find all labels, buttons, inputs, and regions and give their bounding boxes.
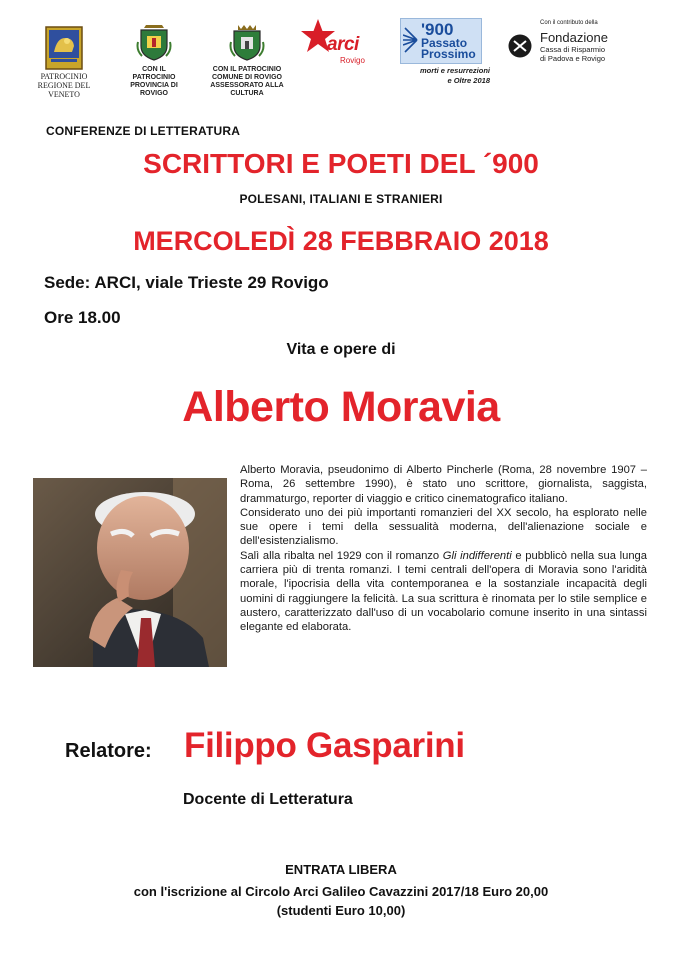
provincia-rovigo-logo <box>120 22 188 98</box>
series-label: CONFERENZE DI LETTERATURA <box>46 124 241 138</box>
event-subtitle: POLESANI, ITALIANI E STRANIERI <box>239 192 443 206</box>
event-date: MERCOLEDÌ 28 FEBBRAIO 2018 <box>133 226 549 256</box>
bio-p3-before: Salì alla ribalta nel 1929 con il romanzo <box>240 549 443 562</box>
speaker-name: Filippo Gasparini <box>184 726 465 765</box>
fondazione-sub-1: Cassa di Risparmio <box>540 45 606 54</box>
arci-logo <box>300 18 370 64</box>
veneto-caption-2: REGIONE DEL VENETO <box>37 81 91 99</box>
bio-paragraph-3 <box>240 549 647 635</box>
sunburst-icon <box>403 25 419 55</box>
fondazione-mark-icon <box>508 34 532 58</box>
event-title: SCRITTORI E POETI DEL ´900 <box>143 148 539 179</box>
comune-caption-2: COMUNE DI ROVIGO <box>211 74 282 81</box>
event-time: Ore 18.00 <box>44 308 121 327</box>
novel-title: Gli indifferenti <box>442 549 512 562</box>
entry-notice: ENTRATA LIBERA <box>285 862 397 877</box>
event-venue: Sede: ARCI, viale Trieste 29 Rovigo <box>44 273 329 292</box>
bio-p3-after: e pubblicò nella sua lunga carriera più di trenta romanzi. I temi centrali dell'opera di Moravia sono l'aridità morale, l'ipocrisia della vita contemporanea e la sostanziale incapacità degli uomini di raggiungere la felicità. La sua scrittura è rinomata per lo stile semplice e austero, caratterizzato dall'uso di un vocabolario comune inserito in una sintassi elegante ed elaborata. <box>240 549 647 634</box>
comune-caption-3: ASSESSORATO ALLA CULTURA <box>210 82 284 97</box>
speaker-label: Relatore: <box>65 740 152 762</box>
arci-wordmark: arci <box>327 34 359 55</box>
fondazione-name: Fondazione <box>540 30 608 45</box>
author-portrait <box>33 478 227 667</box>
novecento-caption-1: morti e resurrezioni <box>419 66 490 75</box>
veneto-caption-1: PATROCINIO <box>40 72 88 81</box>
novecento-line3: Prossimo <box>421 47 476 61</box>
bio-paragraph-1: Alberto Moravia, pseudonimo di Alberto Pincherle (Roma, 28 novembre 1907 – Roma, 26 settembre 1990), è stato uno scrittore, giornalista, saggista, drammaturgo, reporter di viaggio e critico cinematografico italiano. <box>240 464 647 505</box>
novecento-caption-2: e Oltre 2018 <box>447 76 490 85</box>
comune-caption-1: CON IL PATROCINIO <box>212 66 282 73</box>
speaker-role: Docente di Letteratura <box>183 791 353 808</box>
topic-intro: Vita e opere di <box>286 341 396 358</box>
portrait-image <box>33 478 227 667</box>
regione-veneto-logo <box>36 26 92 99</box>
bio-paragraph-2: Considerato uno dei più importanti romanzieri del XX secolo, ha esplorato nelle sue opere i temi della sessualità moderna, dell'alienazione sociale e dell'esistenzialismo. <box>240 506 647 548</box>
registration-notice: con l'iscrizione al Circolo Arci Galileo Cavazzini 2017/18 Euro 20,00 <box>133 884 549 899</box>
novecento-line2: Passato <box>421 36 468 50</box>
author-name: Alberto Moravia <box>182 383 500 431</box>
biography <box>240 463 647 635</box>
novecento-line1: '900 <box>421 20 454 39</box>
province-coat-of-arms-icon <box>136 22 172 62</box>
student-price: (studenti Euro 10,00) <box>276 903 406 918</box>
novecento-logo <box>400 18 482 64</box>
lion-of-saint-mark-icon <box>45 26 83 70</box>
provincia-caption-2: PROVINCIA DI ROVIGO <box>130 82 178 97</box>
provincia-caption-1: CON IL PATROCINIO <box>132 66 176 81</box>
fondazione-small: Con il contributo della <box>540 20 598 26</box>
arci-sub: Rovigo <box>340 56 365 65</box>
city-coat-of-arms-icon <box>229 22 265 62</box>
comune-rovigo-logo <box>206 22 288 98</box>
fondazione-logo <box>508 20 648 66</box>
fondazione-sub-2: di Padova e Rovigo <box>540 54 606 63</box>
